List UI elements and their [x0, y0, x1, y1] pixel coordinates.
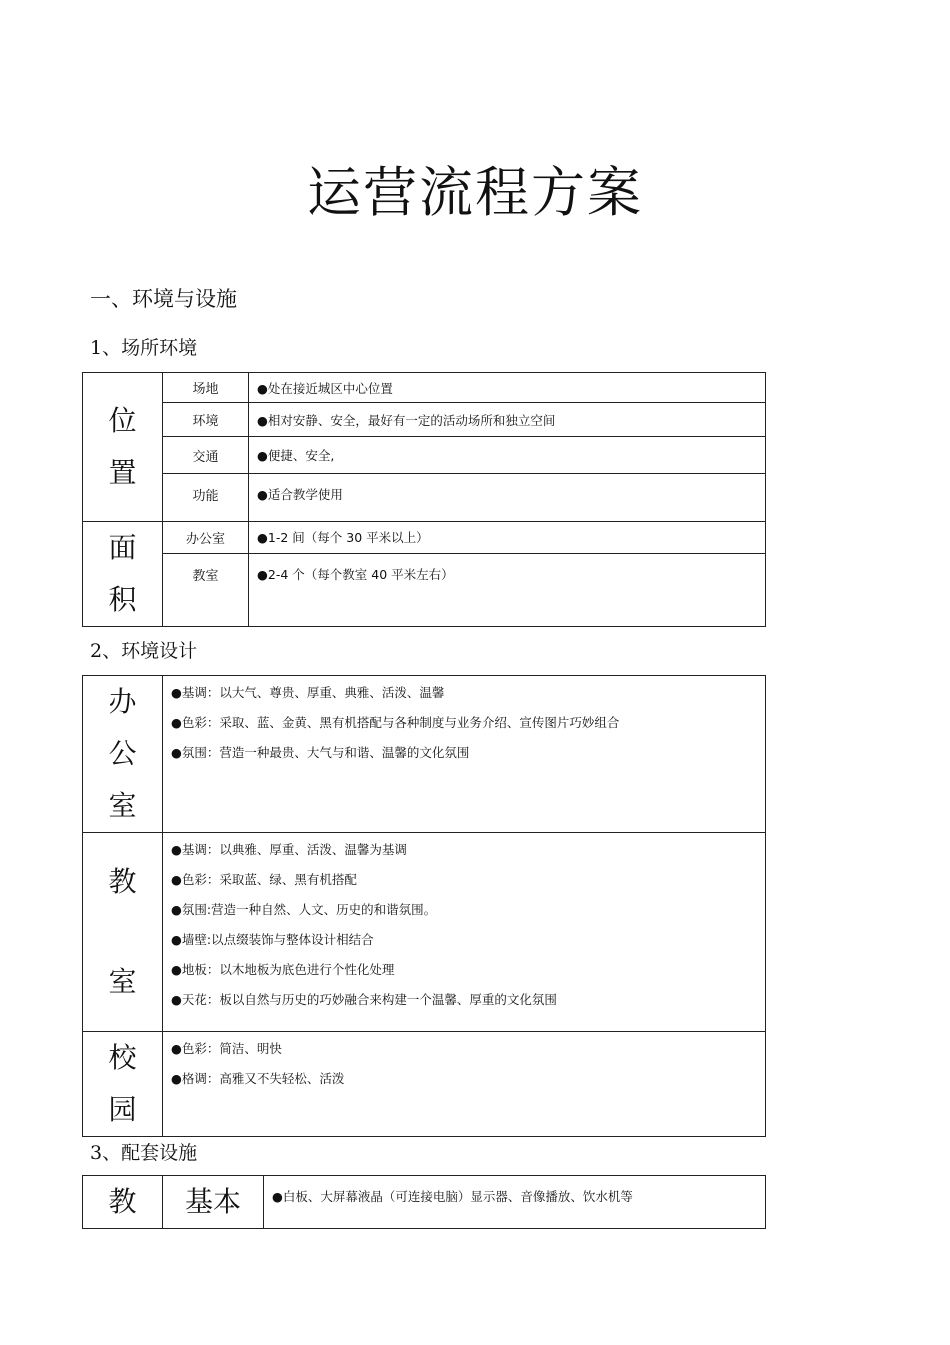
row-label: 办公室	[163, 522, 249, 554]
row-value: ●2-4 个（每个教室 40 平米左右）	[249, 553, 766, 627]
subsection-heading-facilities: 3、配套设施	[90, 1142, 198, 1164]
list-item: ●天花：板以自然与历史的巧妙融合来构建一个温馨、厚重的文化氛围	[171, 992, 557, 1007]
category-char: 面	[108, 531, 137, 564]
campus-design-list	[163, 1032, 766, 1137]
section-heading-environment: 一、环境与设施	[90, 287, 237, 311]
classroom-design-list	[163, 833, 766, 1032]
category-char: 积	[108, 583, 137, 616]
row-label: 场地	[163, 373, 249, 403]
office-design-list	[163, 676, 766, 833]
facilities-table	[82, 1175, 766, 1229]
environment-design-table	[82, 675, 766, 1137]
category-location	[83, 373, 163, 522]
category-char: 园	[108, 1093, 137, 1126]
row-label: 教室	[163, 553, 249, 627]
category-classroom	[83, 833, 163, 1032]
list-item: ●墙壁:以点缀装饰与整体设计相结合	[171, 932, 374, 947]
category-char: 办	[108, 685, 137, 718]
row-value: ●适合教学使用	[249, 474, 766, 522]
category-campus	[83, 1032, 163, 1137]
page-title: 运营流程方案	[307, 161, 643, 224]
row-label: 交通	[163, 437, 249, 474]
category-char: 校	[108, 1041, 137, 1074]
category-teaching: 教	[83, 1176, 163, 1229]
row-value: ●处在接近城区中心位置	[249, 373, 766, 403]
category-char: 教	[108, 865, 137, 898]
subcategory-basic: 基本	[163, 1176, 264, 1229]
row-value: ●相对安静、安全，最好有一定的活动场所和独立空间	[249, 403, 766, 437]
row-value: ●1-2 间（每个 30 平米以上）	[249, 522, 766, 554]
list-item: ●基调：以典雅、厚重、活泼、温馨为基调	[171, 842, 407, 857]
category-char: 公	[108, 737, 137, 770]
category-char: 室	[108, 789, 137, 822]
list-item: ●氛围：营造一种最贵、大气与和谐、温馨的文化氛围	[171, 745, 470, 760]
row-value: ●白板、大屏幕液晶（可连接电脑）显示器、音像播放、饮水机等	[264, 1176, 766, 1229]
site-environment-table	[82, 372, 766, 627]
row-value: ●便捷、安全,	[249, 437, 766, 474]
list-item: ●格调：高雅又不失轻松、活泼	[171, 1071, 345, 1086]
subsection-heading-site: 1、场所环境	[90, 337, 198, 359]
category-office	[83, 676, 163, 833]
category-char: 室	[108, 965, 137, 998]
category-area	[83, 522, 163, 627]
list-item: ●基调：以大气、尊贵、厚重、典雅、活泼、温馨	[171, 685, 445, 700]
subsection-heading-design: 2、环境设计	[90, 640, 198, 662]
category-char: 位	[108, 404, 137, 437]
list-item: ●色彩：简洁、明快	[171, 1041, 282, 1056]
list-item: ●色彩：采取蓝、绿、黑有机搭配	[171, 872, 357, 887]
row-label: 环境	[163, 403, 249, 437]
list-item: ●色彩：采取、蓝、金黄、黑有机搭配与各种制度与业务介绍、宣传图片巧妙组合	[171, 715, 620, 730]
row-label: 功能	[163, 474, 249, 522]
category-char: 置	[108, 456, 137, 489]
list-item: ●氛围:营造一种自然、人文、历史的和谐氛围。	[171, 902, 437, 917]
list-item: ●地板：以木地板为底色进行个性化处理	[171, 962, 395, 977]
